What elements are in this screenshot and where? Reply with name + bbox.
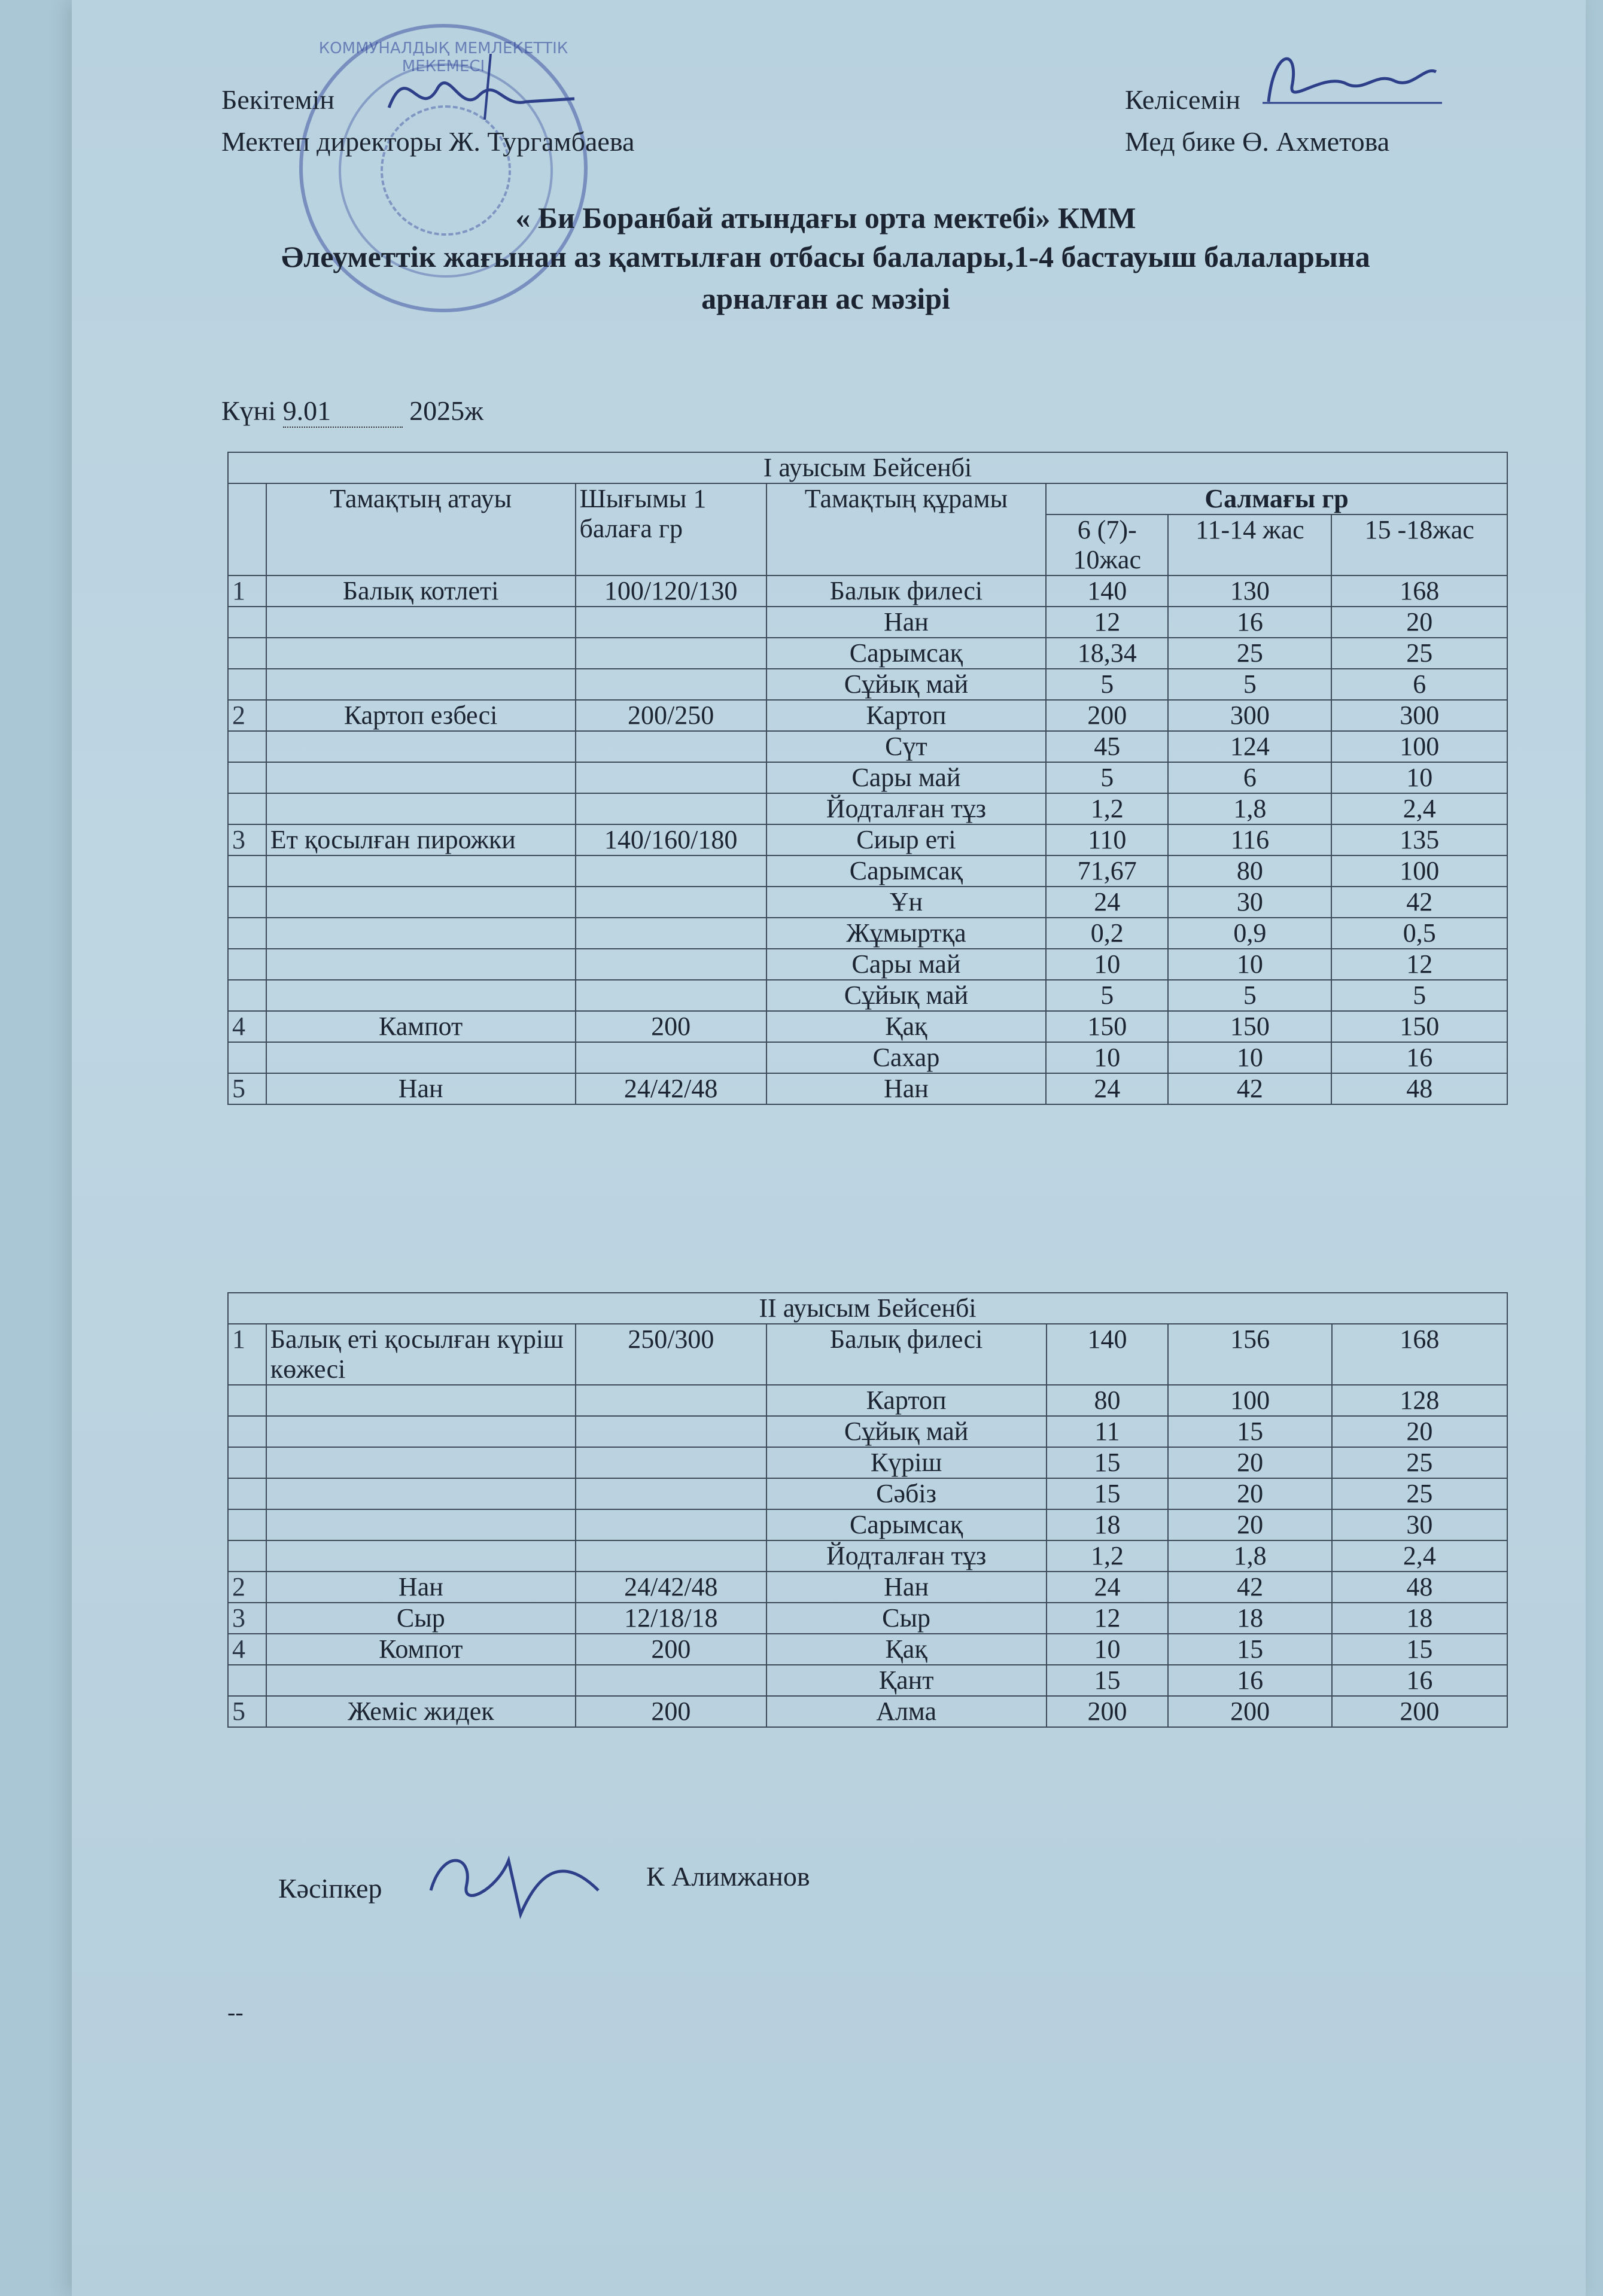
- weight-age-15-18: 25: [1331, 638, 1507, 669]
- ingredient: Йодталған тұз: [766, 1540, 1047, 1572]
- weight-age-6-10: 5: [1046, 762, 1168, 793]
- weight-age-15-18: 48: [1332, 1572, 1507, 1603]
- table-row: [228, 1073, 1507, 1104]
- output-grams: 250/300: [576, 1324, 766, 1385]
- ingredient: Сұйық май: [766, 1416, 1047, 1447]
- ingredient: Сәбіз: [766, 1478, 1047, 1509]
- row-number: [228, 980, 266, 1011]
- table-row: [228, 855, 1507, 887]
- table-row: [228, 762, 1507, 793]
- table-row: [228, 575, 1507, 607]
- ingredient: Жұмыртқа: [766, 918, 1046, 949]
- food-name: [266, 793, 576, 824]
- table-row: [228, 1603, 1507, 1634]
- weight-age-15-18: 100: [1331, 731, 1507, 762]
- ingredient: Балық филесі: [766, 1324, 1047, 1385]
- food-name: [266, 855, 576, 887]
- school-title: « Би Боранбай атындағы орта мектебі» КММ: [515, 201, 1136, 235]
- output-grams: [576, 949, 766, 980]
- food-name: Компот: [266, 1634, 576, 1665]
- weight-age-6-10: 10: [1047, 1634, 1169, 1665]
- table-row: [228, 1447, 1507, 1478]
- output-grams: [576, 1540, 766, 1572]
- table-row: [228, 1011, 1507, 1042]
- weight-age-11-14: 42: [1168, 1073, 1331, 1104]
- weight-age-15-18: 6: [1331, 669, 1507, 700]
- table-row: [228, 731, 1507, 762]
- ingredient: Картоп: [766, 1385, 1047, 1416]
- date-label: Күні: [221, 395, 276, 426]
- row-number: [228, 762, 266, 793]
- weight-age-11-14: 156: [1168, 1324, 1331, 1385]
- menu-title-line2: Әлеуметтік жағынан аз қамтылған отбасы балалары,1-4 бастауыш балаларына: [281, 240, 1370, 273]
- weight-age-11-14: 16: [1168, 607, 1331, 638]
- row-number: 5: [228, 1073, 266, 1104]
- weight-age-6-10: 10: [1046, 949, 1168, 980]
- weight-age-11-14: 5: [1168, 980, 1331, 1011]
- food-name: Балық котлеті: [266, 575, 576, 607]
- weight-age-6-10: 150: [1046, 1011, 1168, 1042]
- col-age-11-14: 11-14 жас: [1168, 514, 1331, 575]
- weight-age-15-18: 100: [1331, 855, 1507, 887]
- table-row: [228, 1634, 1507, 1665]
- weight-age-15-18: 42: [1331, 887, 1507, 918]
- output-grams: 24/42/48: [576, 1073, 766, 1104]
- col-weight: Салмағы гр: [1046, 483, 1507, 514]
- food-name: [266, 1665, 576, 1696]
- output-grams: [576, 607, 766, 638]
- output-grams: [576, 980, 766, 1011]
- weight-age-11-14: 100: [1168, 1385, 1331, 1416]
- weight-age-15-18: 18: [1332, 1603, 1507, 1634]
- weight-age-11-14: 25: [1168, 638, 1331, 669]
- weight-age-11-14: 1,8: [1168, 1540, 1331, 1572]
- ingredient: Сиыр еті: [766, 824, 1046, 855]
- weight-age-11-14: 20: [1168, 1478, 1331, 1509]
- row-number: 2: [228, 1572, 266, 1603]
- agree-person: Мед бике Ө. Ахметова: [1125, 126, 1390, 157]
- output-grams: 100/120/130: [576, 575, 766, 607]
- col-composition: Тамақтың құрамы: [766, 483, 1046, 575]
- weight-age-15-18: 300: [1331, 700, 1507, 731]
- row-number: 3: [228, 1603, 266, 1634]
- date-line: [221, 395, 483, 428]
- table-row: [228, 1572, 1507, 1603]
- weight-age-15-18: 25: [1332, 1478, 1507, 1509]
- output-grams: [576, 731, 766, 762]
- food-name: [266, 1509, 576, 1540]
- seal-caption: КОММУНАЛДЫҚ МЕМЛЕКЕТТІК МЕКЕМЕСІ: [318, 39, 568, 75]
- weight-age-11-14: 20: [1168, 1509, 1331, 1540]
- weight-age-11-14: 0,9: [1168, 918, 1331, 949]
- output-grams: [576, 793, 766, 824]
- food-name: Ет қосылған пирожки: [266, 824, 576, 855]
- row-number: [228, 1385, 266, 1416]
- weight-age-15-18: 20: [1331, 607, 1507, 638]
- row-number: 4: [228, 1011, 266, 1042]
- output-grams: [576, 1478, 766, 1509]
- weight-age-11-14: 130: [1168, 575, 1331, 607]
- weight-age-6-10: 5: [1046, 980, 1168, 1011]
- weight-age-15-18: 48: [1331, 1073, 1507, 1104]
- food-name: [266, 1042, 576, 1073]
- table-row: [228, 1665, 1507, 1696]
- row-number: [228, 793, 266, 824]
- weight-age-6-10: 80: [1047, 1385, 1169, 1416]
- table-row: [228, 1042, 1507, 1073]
- weight-age-11-14: 80: [1168, 855, 1331, 887]
- row-number: [228, 731, 266, 762]
- weight-age-15-18: 16: [1331, 1042, 1507, 1073]
- row-number: 5: [228, 1696, 266, 1727]
- output-grams: 24/42/48: [576, 1572, 766, 1603]
- output-grams: [576, 638, 766, 669]
- row-number: [228, 1665, 266, 1696]
- table-row: [228, 1696, 1507, 1727]
- entrepreneur-label: Кәсіпкер: [278, 1873, 382, 1904]
- weight-age-11-14: 15: [1168, 1416, 1331, 1447]
- weight-age-11-14: 200: [1168, 1696, 1331, 1727]
- row-number: 4: [228, 1634, 266, 1665]
- weight-age-6-10: 24: [1046, 887, 1168, 918]
- row-number: [228, 669, 266, 700]
- ingredient: Йодталған тұз: [766, 793, 1046, 824]
- weight-age-15-18: 200: [1332, 1696, 1507, 1727]
- table-row: [228, 1540, 1507, 1572]
- weight-age-11-14: 15: [1168, 1634, 1331, 1665]
- ingredient: Қақ: [766, 1011, 1046, 1042]
- food-name: [266, 1416, 576, 1447]
- weight-age-6-10: 5: [1046, 669, 1168, 700]
- output-grams: 12/18/18: [576, 1603, 766, 1634]
- food-name: Картоп езбесі: [266, 700, 576, 731]
- weight-age-11-14: 1,8: [1168, 793, 1331, 824]
- ingredient: Сыр: [766, 1603, 1047, 1634]
- row-number: [228, 1447, 266, 1478]
- row-number: [228, 887, 266, 918]
- output-grams: [576, 669, 766, 700]
- ingredient: Алма: [766, 1696, 1047, 1727]
- paper-sheet: [72, 0, 1586, 2296]
- table-row: [228, 1416, 1507, 1447]
- weight-age-11-14: 10: [1168, 1042, 1331, 1073]
- entrepreneur-signature: [419, 1837, 610, 1926]
- entrepreneur-name: К Алимжанов: [646, 1861, 810, 1892]
- weight-age-11-14: 150: [1168, 1011, 1331, 1042]
- weight-age-15-18: 150: [1331, 1011, 1507, 1042]
- col-age-6-10: 6 (7)- 10жас: [1046, 514, 1168, 575]
- output-grams: [576, 1385, 766, 1416]
- table-row: [228, 793, 1507, 824]
- weight-age-6-10: 15: [1047, 1478, 1169, 1509]
- output-grams: 200: [576, 1011, 766, 1042]
- row-number: [228, 1416, 266, 1447]
- weight-age-6-10: 71,67: [1046, 855, 1168, 887]
- row-number: [228, 918, 266, 949]
- output-grams: [576, 1665, 766, 1696]
- weight-age-15-18: 16: [1332, 1665, 1507, 1696]
- ingredient: Сарымсақ: [766, 638, 1046, 669]
- food-name: [266, 607, 576, 638]
- weight-age-6-10: 24: [1047, 1572, 1169, 1603]
- row-number: [228, 1540, 266, 1572]
- weight-age-11-14: 42: [1168, 1572, 1331, 1603]
- food-name: [266, 887, 576, 918]
- row-number: 2: [228, 700, 266, 731]
- weight-age-6-10: 12: [1047, 1603, 1169, 1634]
- weight-age-15-18: 30: [1332, 1509, 1507, 1540]
- ingredient: Картоп: [766, 700, 1046, 731]
- food-name: Сыр: [266, 1603, 576, 1634]
- shift1-caption: I ауысым Бейсенбі: [228, 452, 1507, 483]
- weight-age-15-18: 135: [1331, 824, 1507, 855]
- output-grams: [576, 1042, 766, 1073]
- weight-age-15-18: 168: [1331, 575, 1507, 607]
- output-grams: [576, 1447, 766, 1478]
- date-year: 2025ж: [409, 395, 483, 426]
- weight-age-6-10: 11: [1047, 1416, 1169, 1447]
- weight-age-6-10: 200: [1046, 700, 1168, 731]
- agree-label: Келісемін: [1125, 84, 1240, 115]
- food-name: Балық еті қосылған күріш көжесі: [266, 1324, 576, 1385]
- menu-title-line3: арналған ас мәзірі: [701, 282, 950, 315]
- col-age-15-18: 15 -18жас: [1331, 514, 1507, 575]
- weight-age-6-10: 10: [1046, 1042, 1168, 1073]
- menu-table-shift2: [227, 1292, 1508, 1728]
- ingredient: Қақ: [766, 1634, 1047, 1665]
- col-output: Шығымы 1 балаға гр: [576, 483, 766, 575]
- food-name: [266, 1385, 576, 1416]
- weight-age-15-18: 20: [1332, 1416, 1507, 1447]
- food-name: Жеміс жидек: [266, 1696, 576, 1727]
- food-name: [266, 731, 576, 762]
- table-row: [228, 1478, 1507, 1509]
- nurse-signature: [1257, 36, 1454, 114]
- ingredient: Сары май: [766, 949, 1046, 980]
- col-food-name: Тамақтың атауы: [266, 483, 576, 575]
- output-grams: [576, 855, 766, 887]
- output-grams: [576, 887, 766, 918]
- food-name: [266, 949, 576, 980]
- weight-age-6-10: 15: [1047, 1665, 1169, 1696]
- weight-age-15-18: 2,4: [1331, 793, 1507, 824]
- table-row: [228, 1324, 1507, 1385]
- date-handwritten: 9.01: [283, 395, 403, 428]
- ingredient: Нан: [766, 1073, 1046, 1104]
- weight-age-11-14: 10: [1168, 949, 1331, 980]
- ingredient: Сарымсақ: [766, 1509, 1047, 1540]
- output-grams: [576, 762, 766, 793]
- weight-age-6-10: 140: [1046, 575, 1168, 607]
- row-number: [228, 607, 266, 638]
- weight-age-11-14: 30: [1168, 887, 1331, 918]
- table-row: [228, 607, 1507, 638]
- food-name: [266, 918, 576, 949]
- table-row: [228, 887, 1507, 918]
- food-name: [266, 1447, 576, 1478]
- food-name: Нан: [266, 1073, 576, 1104]
- weight-age-15-18: 5: [1331, 980, 1507, 1011]
- weight-age-11-14: 16: [1168, 1665, 1331, 1696]
- food-name: Нан: [266, 1572, 576, 1603]
- weight-age-11-14: 18: [1168, 1603, 1331, 1634]
- weight-age-11-14: 300: [1168, 700, 1331, 731]
- weight-age-15-18: 128: [1332, 1385, 1507, 1416]
- food-name: Кампот: [266, 1011, 576, 1042]
- weight-age-11-14: 124: [1168, 731, 1331, 762]
- ingredient: Сүт: [766, 731, 1046, 762]
- output-grams: 140/160/180: [576, 824, 766, 855]
- row-number: 1: [228, 575, 266, 607]
- table-row: [228, 918, 1507, 949]
- weight-age-15-18: 2,4: [1332, 1540, 1507, 1572]
- approve-person: Мектеп директоры Ж. Тургамбаева: [221, 126, 635, 157]
- ingredient: Күріш: [766, 1447, 1047, 1478]
- output-grams: 200: [576, 1696, 766, 1727]
- ingredient: Сарымсақ: [766, 855, 1046, 887]
- weight-age-6-10: 140: [1047, 1324, 1169, 1385]
- output-grams: [576, 1509, 766, 1540]
- table-row: [228, 638, 1507, 669]
- ingredient: Қант: [766, 1665, 1047, 1696]
- weight-age-11-14: 5: [1168, 669, 1331, 700]
- weight-age-15-18: 25: [1332, 1447, 1507, 1478]
- row-number: [228, 1509, 266, 1540]
- weight-age-15-18: 15: [1332, 1634, 1507, 1665]
- weight-age-6-10: 18,34: [1046, 638, 1168, 669]
- weight-age-15-18: 168: [1332, 1324, 1507, 1385]
- ingredient: Балык филесі: [766, 575, 1046, 607]
- weight-age-6-10: 18: [1047, 1509, 1169, 1540]
- table-row: [228, 700, 1507, 731]
- row-number: [228, 855, 266, 887]
- weight-age-6-10: 110: [1046, 824, 1168, 855]
- weight-age-6-10: 200: [1047, 1696, 1169, 1727]
- weight-age-15-18: 10: [1331, 762, 1507, 793]
- ingredient: Сахар: [766, 1042, 1046, 1073]
- page-dash: --: [227, 1999, 244, 2026]
- output-grams: 200/250: [576, 700, 766, 731]
- weight-age-6-10: 12: [1046, 607, 1168, 638]
- weight-age-11-14: 116: [1168, 824, 1331, 855]
- food-name: [266, 762, 576, 793]
- weight-age-15-18: 0,5: [1331, 918, 1507, 949]
- row-number: 3: [228, 824, 266, 855]
- row-number: [228, 949, 266, 980]
- table-row: [228, 669, 1507, 700]
- row-number: [228, 638, 266, 669]
- output-grams: 200: [576, 1634, 766, 1665]
- table-row: [228, 1385, 1507, 1416]
- weight-age-6-10: 24: [1046, 1073, 1168, 1104]
- weight-age-6-10: 1,2: [1046, 793, 1168, 824]
- menu-table-shift1: [227, 452, 1508, 1105]
- food-name: [266, 669, 576, 700]
- row-number: 1: [228, 1324, 266, 1385]
- food-name: [266, 980, 576, 1011]
- weight-age-11-14: 20: [1168, 1447, 1331, 1478]
- table-row: [228, 1509, 1507, 1540]
- shift2-caption: II ауысым Бейсенбі: [228, 1293, 1507, 1324]
- weight-age-15-18: 12: [1331, 949, 1507, 980]
- table-row: [228, 980, 1507, 1011]
- weight-age-6-10: 45: [1046, 731, 1168, 762]
- table-row: [228, 824, 1507, 855]
- row-number: [228, 1042, 266, 1073]
- ingredient: Сұйық май: [766, 669, 1046, 700]
- table-row: [228, 949, 1507, 980]
- weight-age-6-10: 0,2: [1046, 918, 1168, 949]
- ingredient: Сұйық май: [766, 980, 1046, 1011]
- ingredient: Сары май: [766, 762, 1046, 793]
- shift1-rows: [228, 575, 1507, 1104]
- director-signature: [383, 54, 580, 132]
- row-number: [228, 1478, 266, 1509]
- weight-age-6-10: 1,2: [1047, 1540, 1169, 1572]
- ingredient: Нан: [766, 1572, 1047, 1603]
- shift2-rows: [228, 1324, 1507, 1727]
- output-grams: [576, 918, 766, 949]
- output-grams: [576, 1416, 766, 1447]
- approve-label: Бекітемін: [221, 84, 334, 115]
- weight-age-6-10: 15: [1047, 1447, 1169, 1478]
- food-name: [266, 1540, 576, 1572]
- weight-age-11-14: 6: [1168, 762, 1331, 793]
- ingredient: Ұн: [766, 887, 1046, 918]
- food-name: [266, 638, 576, 669]
- food-name: [266, 1478, 576, 1509]
- ingredient: Нан: [766, 607, 1046, 638]
